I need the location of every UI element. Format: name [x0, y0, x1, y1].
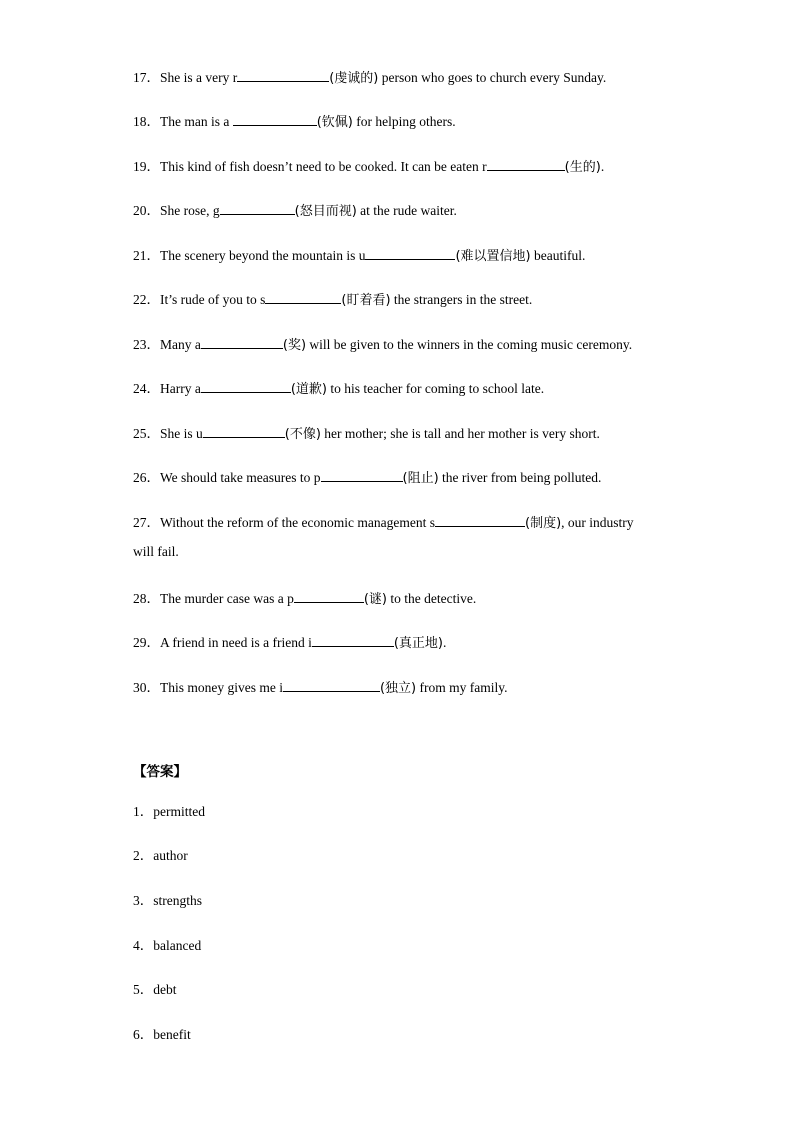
question-23: 23．Many a (奖) will be given to the winners in the coming music ceremony.	[133, 337, 633, 353]
answer-blank[interactable]	[203, 424, 285, 438]
answer-blank[interactable]	[487, 157, 565, 171]
answer-item: 6．benefit	[133, 1027, 191, 1042]
answer-blank[interactable]	[312, 633, 394, 647]
answer-blank[interactable]	[201, 379, 291, 393]
answer-blank[interactable]	[435, 513, 525, 527]
answer-blank[interactable]	[237, 68, 329, 82]
question-19: 19．This kind of fish doesn’t need to be cooked. It can be eaten r (生的).	[133, 159, 605, 175]
answer-item: 1．permitted	[133, 804, 205, 819]
question-24: 24．Harry a (道歉) to his teacher for coming to school late.	[133, 381, 545, 397]
answer-blank[interactable]	[283, 678, 380, 692]
answer-blank[interactable]	[201, 335, 283, 349]
question-18: 18．The man is a (钦佩) for helping others.	[133, 114, 456, 130]
question-22: 22．It’s rude of you to s (盯着看) the strangers in the street.	[133, 292, 533, 308]
question-29: 29．A friend in need is a friend i (真正地).	[133, 635, 447, 651]
answers-heading: 【答案】	[133, 764, 187, 780]
question-20: 20．She rose, g (怒目而视) at the rude waiter.	[133, 203, 457, 219]
answer-blank[interactable]	[365, 246, 455, 260]
answer-item: 3．strengths	[133, 893, 202, 908]
answer-item: 2．author	[133, 848, 188, 863]
question-25: 25．She is u (不像) her mother; she is tall and her mother is very short.	[133, 426, 600, 442]
question-21: 21．The scenery beyond the mountain is u (难以置信地) beautiful.	[133, 248, 586, 264]
answer-item: 4．balanced	[133, 938, 202, 953]
question-28: 28．The murder case was a p (谜) to the detective.	[133, 591, 477, 607]
question-17: 17．She is a very r (虔诚的) person who goes to church every Sunday.	[133, 70, 607, 86]
question-27: 27．Without the reform of the economic management s (制度), our industry	[133, 515, 634, 531]
question-27-continuation: will fail.	[133, 544, 179, 559]
answer-blank[interactable]	[220, 201, 295, 215]
answer-blank[interactable]	[233, 112, 317, 126]
answer-blank[interactable]	[294, 589, 364, 603]
answer-blank[interactable]	[321, 468, 403, 482]
question-26: 26．We should take measures to p (阻止) the river from being polluted.	[133, 470, 602, 486]
answer-blank[interactable]	[265, 290, 341, 304]
answer-item: 5．debt	[133, 982, 177, 997]
question-30: 30．This money gives me i (独立) from my family.	[133, 680, 508, 696]
